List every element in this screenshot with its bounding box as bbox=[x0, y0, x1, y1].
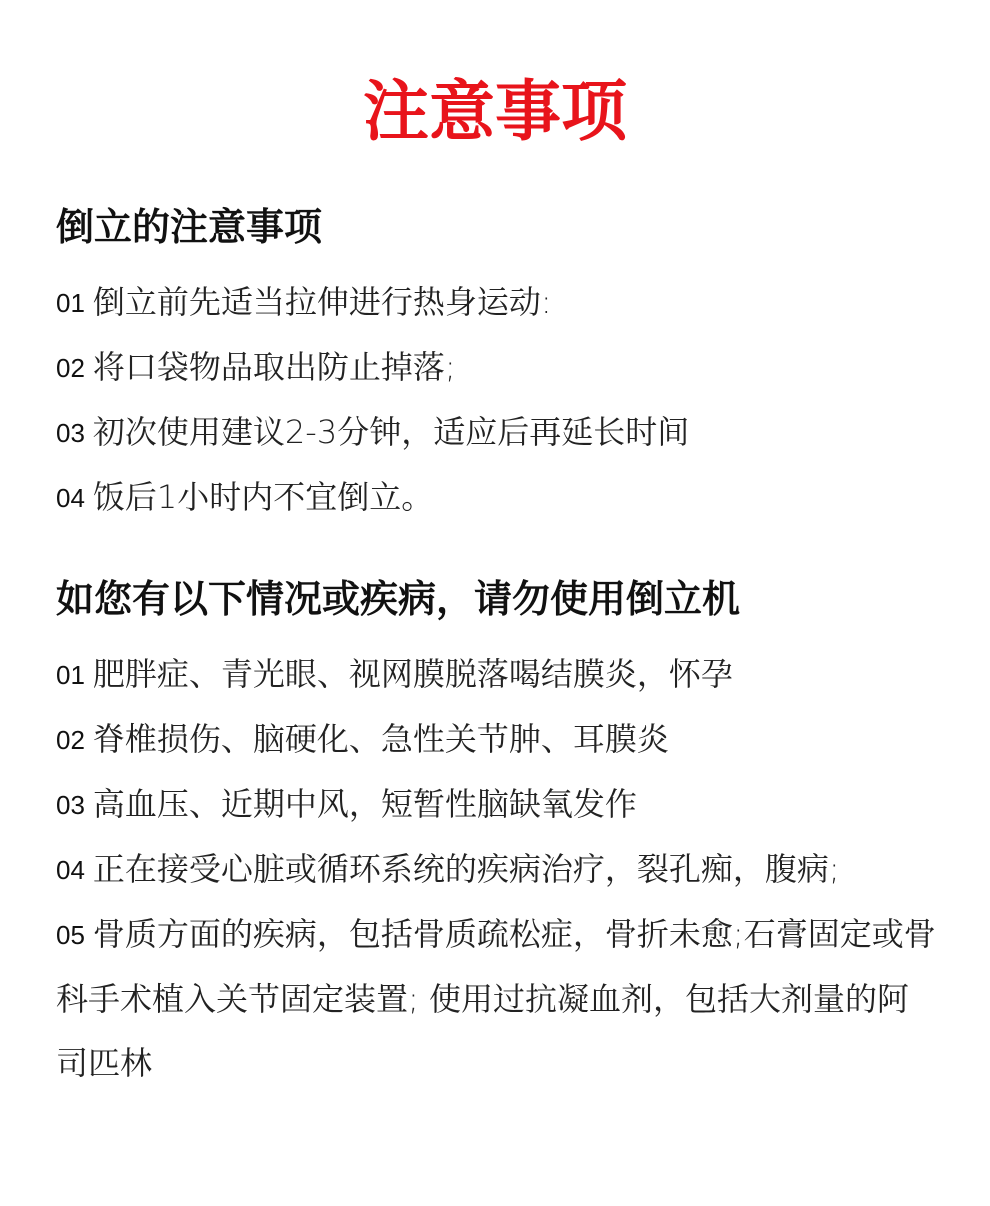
list-item bbox=[56, 400, 936, 465]
item-text: 饭后1小时内不宜倒立。 bbox=[92, 478, 434, 516]
item-text: 骨质方面的疾病，包括骨质疏松症，骨折未愈;石膏固定或骨科手术植入关节固定装置; 使用过抗凝血剂，包括大剂量的阿司匹林 bbox=[56, 915, 936, 1082]
item-number: 02 bbox=[56, 353, 85, 383]
item-text: 正在接受心脏或循环系统的疾病治疗，裂孔痴，腹病; bbox=[92, 850, 840, 888]
item-number: 05 bbox=[56, 920, 85, 950]
list-item bbox=[56, 335, 936, 400]
contraindications-section bbox=[56, 570, 936, 1095]
list-item bbox=[56, 707, 936, 772]
section-heading: 如您有以下情况或疾病，请勿使用倒立机 bbox=[56, 577, 741, 621]
list-item bbox=[56, 772, 936, 837]
list-item bbox=[56, 902, 936, 1095]
item-number: 02 bbox=[56, 725, 85, 755]
item-number: 03 bbox=[56, 790, 85, 820]
item-text: 肥胖症、青光眼、视网膜脱落喝结膜炎，怀孕 bbox=[92, 655, 733, 693]
list-item bbox=[56, 642, 936, 707]
item-number: 04 bbox=[56, 483, 85, 513]
page-title: 注意事项 bbox=[363, 73, 627, 150]
section-heading: 倒立的注意事项 bbox=[56, 205, 323, 249]
item-text: 脊椎损伤、脑硬化、急性关节肿、耳膜炎 bbox=[92, 720, 669, 758]
item-number: 03 bbox=[56, 418, 85, 448]
list-item bbox=[56, 837, 936, 902]
contraindications-list bbox=[56, 642, 936, 1095]
item-text: 倒立前先适当拉伸进行热身运动: bbox=[92, 283, 552, 321]
list-item bbox=[56, 270, 936, 335]
item-text: 高血压、近期中风，短暂性脑缺氧发作 bbox=[92, 785, 637, 823]
item-text: 初次使用建议2-3分钟，适应后再延长时间 bbox=[92, 413, 690, 451]
precautions-list bbox=[56, 270, 936, 530]
item-number: 04 bbox=[56, 855, 85, 885]
item-text: 将口袋物品取出防止掉落; bbox=[92, 348, 456, 386]
list-item bbox=[56, 465, 936, 530]
item-number: 01 bbox=[56, 660, 85, 690]
item-number: 01 bbox=[56, 288, 85, 318]
handstand-precautions-section bbox=[56, 198, 936, 530]
